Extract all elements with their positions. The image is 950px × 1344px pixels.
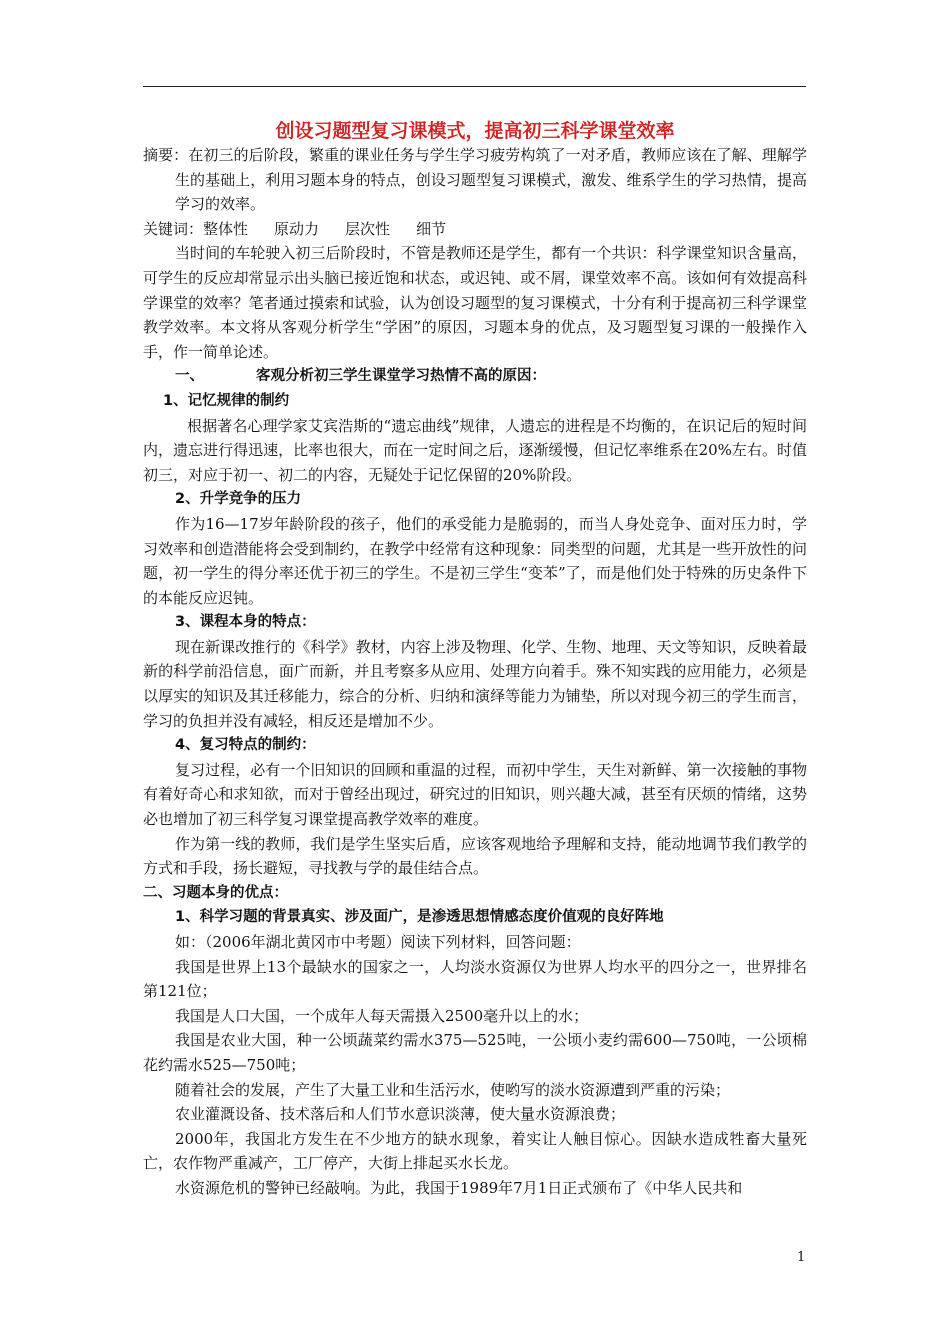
keyword: 细节 — [416, 219, 447, 238]
header-rule — [143, 86, 806, 87]
section1-number: 一、 — [175, 368, 204, 385]
section1-heading — [143, 364, 807, 389]
paragraph: 我国是人口大国，一个成年人每天需摄入2500毫升以上的水； — [175, 1006, 589, 1025]
subsection-heading: 1、科学习题的背景真实、涉及面广，是渗透思想情感态度价值观的良好阵地 — [175, 909, 664, 926]
paragraph: 根据著名心理学家艾宾浩斯的“遗忘曲线”规律，人遗忘的进程是不均衡的，在识记后的短时间内，遗忘进行得迅速，比率也很大，而在一定时间之后，逐渐缓慢，但记忆率维系在20%左右。时值初三，对应于初一、初二的内容，无疑处于记忆保留的20%阶段。 — [143, 416, 807, 484]
subsection-heading: 4、复习特点的制约： — [175, 737, 316, 754]
document-body — [143, 118, 807, 1201]
keywords-label: 关键词： — [143, 219, 204, 238]
page-number: 1 — [797, 1250, 806, 1265]
paragraph: 作为16—17岁年龄阶段的孩子，他们的承受能力是脆弱的，而当人身处竞争、面对压力时，学习效率和创造潜能将会受到制约，在教学中经常有这种现象：同类型的问题，尤其是一些开放性的问题，初一学生的得分率还优于初三的学生。不是初三学生“变苯”了，而是他们处于特殊的历史条件下的本能反应迟钝。 — [143, 514, 807, 607]
subsection-heading: 3、课程本身的特点： — [175, 614, 316, 631]
paragraph: 农业灌溉设备、技术落后和人们节水意识淡薄，使大量水资源浪费； — [175, 1105, 626, 1124]
paragraph: 现在新课改推行的《科学》教材，内容上涉及物理、化学、生物、地理、天文等知识，反映着最新的科学前沿信息，面广而新，并且考察多从应用、处理方向着手。殊不知实践的应用能力，必须是以厚实的知识及其迁移能力，综合的分析、归纳和演绎等能力为铺垫，所以对现今初三的学生而言，学习的负担并没有减轻，相反还是增加不少。 — [143, 637, 807, 730]
intro-paragraph: 当时间的车轮驶入初三后阶段时，不管是教师还是学生，都有一个共识：科学课堂知识含量高，可学生的反应却常显示出头脑已接近饱和状态，或迟钝、或不屑，课堂效率不高。该如何有效提高科学课堂的效率？笔者通过摸索和试验，认为创设习题型的复习课模式，十分有利于提高初三科学课堂教学效率。本文将从客观分析学生“学困”的原因，习题本身的优点，及习题型复习课的一般操作入手，作一简单论述。 — [143, 244, 807, 361]
paragraph: 随着社会的发展，产生了大量工业和生活污水，使哟写的淡水资源遭到严重的污染； — [175, 1080, 731, 1099]
paragraph: 作为第一线的教师，我们是学生坚实后盾，应该客观地给予理解和支持，能动地调节我们教学的方式和手段，扬长避短，寻找教与学的最佳结合点。 — [143, 834, 807, 878]
subsection-heading: 2、升学竞争的压力 — [175, 491, 302, 508]
paragraph: 我国是农业大国，种一公顷蔬菜约需水375—525吨，一公顷小麦约需600—750吨，一公顷棉花约需水525—750吨； — [143, 1031, 807, 1074]
paragraph: 水资源危机的警钟已经敲响。为此，我国于1989年7月1日正式颁布了《中华人民共和 — [175, 1178, 743, 1197]
paragraph: 复习过程，必有一个旧知识的回顾和重温的过程，而初中学生，天生对新鲜、第一次接触的事物有着好奇心和求知欲，而对于曾经出现过，研究过的旧知识，则兴趣大减，甚至有厌烦的情绪，这势必也增加了初三科学复习课堂提高教学效率的难度。 — [143, 760, 807, 829]
paragraph: 我国是世界上13个最缺水的国家之一，人均淡水资源仅为世界人均水平的四分之一，世界排名第121位； — [143, 957, 807, 1001]
abstract: 摘要：在初三的后阶段，繁重的课业任务与学生学习疲劳构筑了一对矛盾，教师应该在了解、理解学生的基础上，利用习题本身的特点，创设习题型复习课模式，激发、维系学生的学习热情，提高学习的效率。 — [143, 146, 807, 214]
example-intro: 如：（2006年湖北黄冈市中考题）阅读下列材料，回答问题： — [175, 933, 581, 951]
subsection-heading: 1、记忆规律的制约 — [163, 392, 290, 409]
keyword: 层次性 — [345, 219, 391, 238]
section1-title: 客观分析初三学生课堂学习热情不高的原因： — [256, 368, 546, 385]
keyword: 原动力 — [274, 219, 320, 238]
keyword: 整体性 — [203, 219, 249, 238]
section2-heading: 二、习题本身的优点： — [143, 884, 288, 901]
document-title: 创设习题型复习课模式，提高初三科学课堂效率 — [275, 120, 675, 142]
keywords — [143, 217, 807, 242]
paragraph: 2000年，我国北方发生在不少地方的缺水现象，着实让人触目惊心。因缺水造成牲畜大量死亡，农作物严重减产，工厂停产，大街上排起买水长龙。 — [143, 1129, 807, 1173]
